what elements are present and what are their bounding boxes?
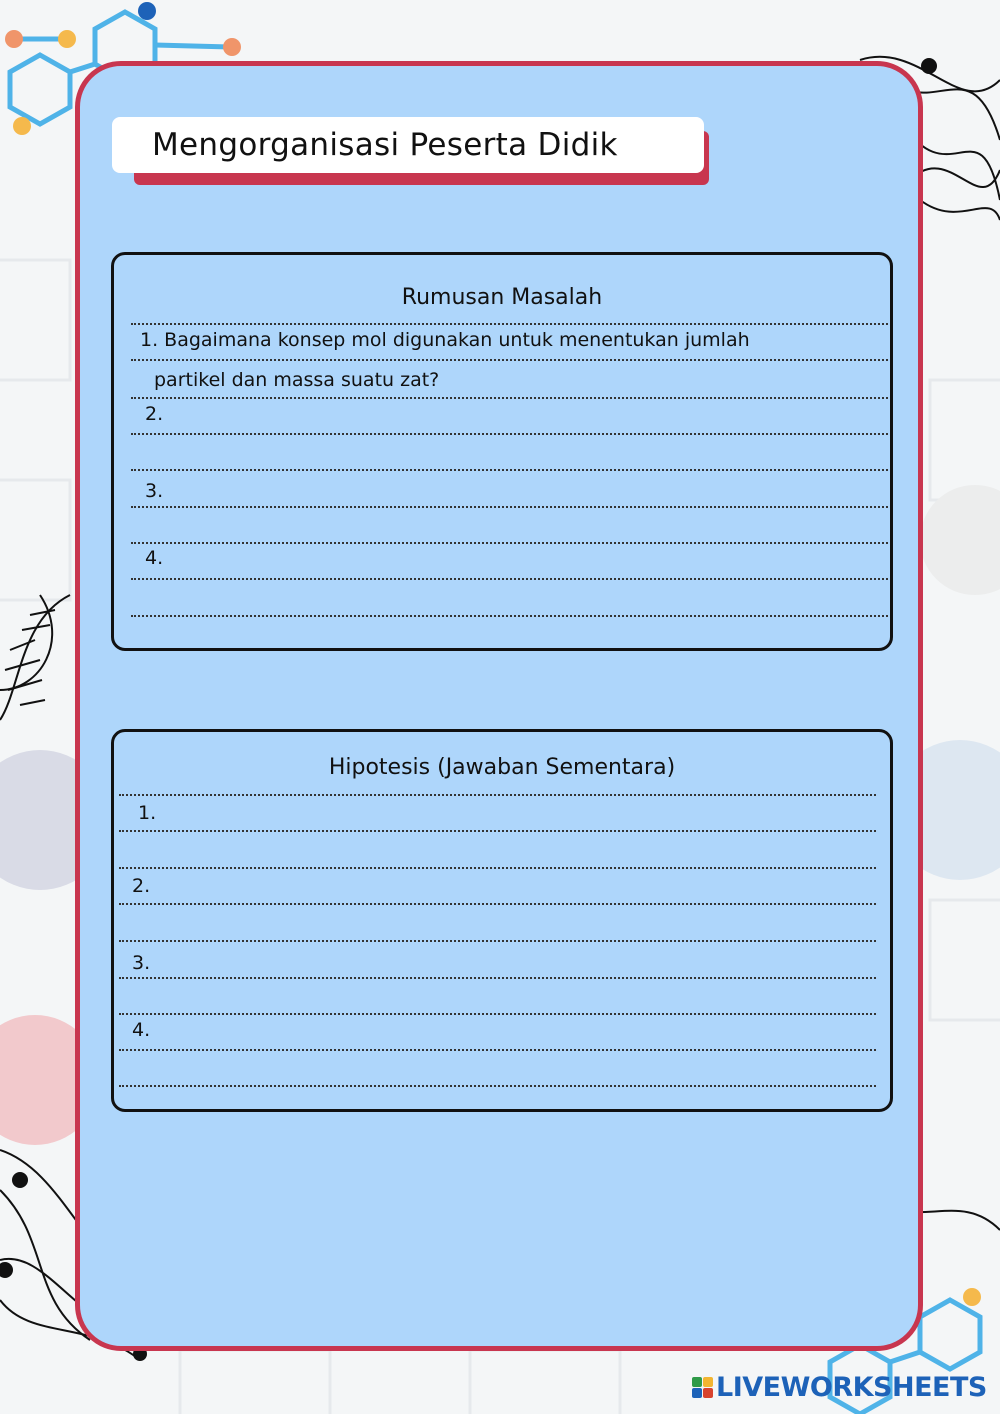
hipotesis-item-3: 3. — [132, 952, 151, 974]
rumusan-item-1: 1. Bagaimana konsep mol digunakan untuk menentukan jumlah — [140, 329, 750, 351]
rumusan-answer-line-3b[interactable] — [131, 542, 888, 544]
hipotesis-answer-line-3b[interactable] — [119, 1013, 876, 1015]
hipotesis-answer-line-1b[interactable] — [119, 867, 876, 869]
rumusan-answer-line-2[interactable] — [131, 433, 888, 435]
hipotesis-answer-line-4[interactable] — [119, 1049, 876, 1051]
liveworksheets-logo-icon — [692, 1377, 713, 1398]
hipotesis-panel — [111, 729, 893, 1112]
rumusan-item-3: 3. — [145, 480, 164, 502]
rumusan-answer-line-4[interactable] — [131, 578, 888, 580]
title-box — [112, 117, 704, 173]
liveworksheets-brand[interactable] — [692, 1372, 987, 1403]
hipotesis-answer-line-4b[interactable] — [119, 1085, 876, 1087]
title-banner — [112, 117, 712, 187]
rumusan-answer-line-4b[interactable] — [131, 615, 888, 617]
rumusan-masalah-panel — [111, 252, 893, 651]
rumusan-masalah-heading: Rumusan Masalah — [401, 285, 603, 310]
hipotesis-answer-line-2b[interactable] — [119, 940, 876, 942]
answer-line — [131, 323, 888, 325]
rumusan-item-2: 2. — [145, 403, 164, 425]
brand-text: LIVEWORKSHEETS — [716, 1372, 987, 1403]
hipotesis-answer-line-2[interactable] — [119, 903, 876, 905]
answer-line — [119, 794, 876, 796]
answer-line — [131, 397, 888, 399]
rumusan-item-1-cont: partikel dan massa suatu zat? — [154, 369, 440, 391]
hipotesis-heading: Hipotesis (Jawaban Sementara) — [328, 755, 676, 780]
hipotesis-answer-line-3[interactable] — [119, 977, 876, 979]
rumusan-item-4: 4. — [145, 547, 164, 569]
hipotesis-answer-line-1[interactable] — [119, 830, 876, 832]
page-title: Mengorganisasi Peserta Didik — [152, 127, 618, 163]
rumusan-answer-line-3[interactable] — [131, 506, 888, 508]
hipotesis-item-2: 2. — [132, 875, 151, 897]
hipotesis-item-4: 4. — [132, 1019, 151, 1041]
hipotesis-item-1: 1. — [138, 802, 157, 824]
rumusan-answer-line-2b[interactable] — [131, 469, 888, 471]
answer-line — [131, 359, 888, 361]
